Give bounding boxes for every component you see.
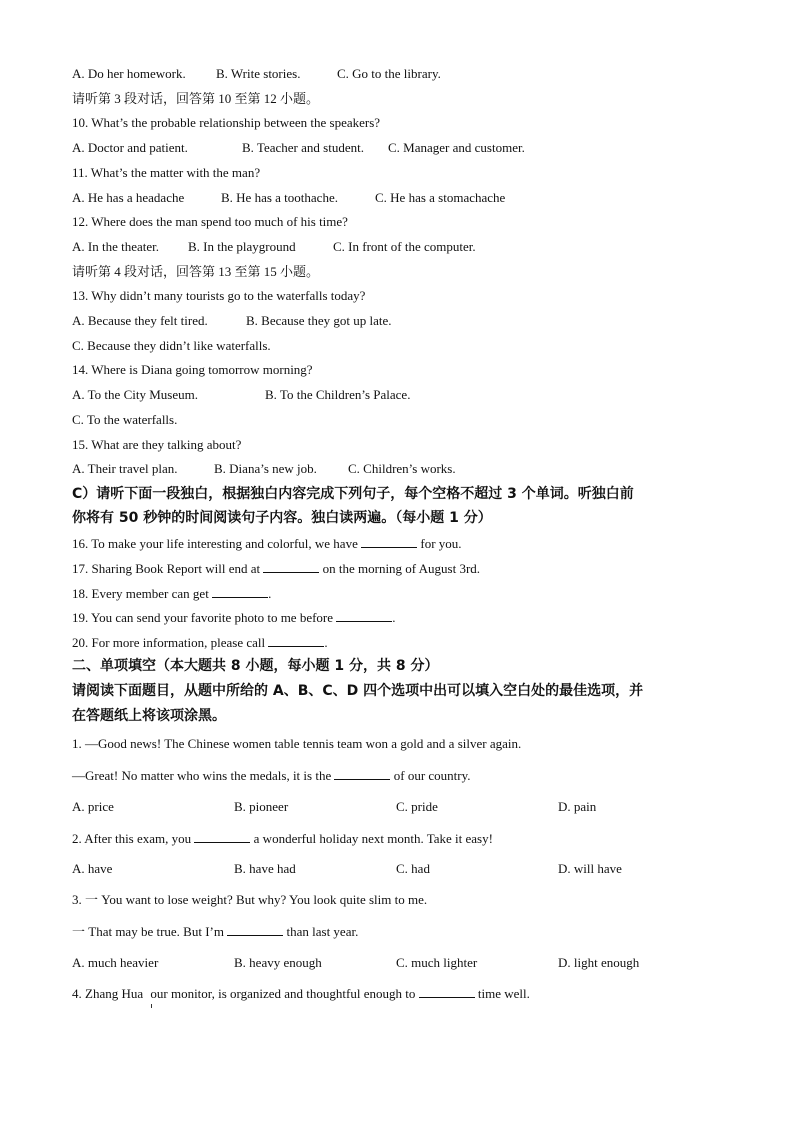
grammar-q2 [72,830,493,847]
section4-instruction: 请听第 4 段对话，回答第 13 至第 15 小题。 [72,264,320,279]
grammar-q4-text-mid: our monitor, is organized and thoughtful enough to [150,986,416,1001]
grammar-q2-option-c: C. had [396,861,430,876]
grammar-heading: 二、单项填空（本大题共 8 小题，每小题 1 分，共 8 分） [72,658,439,674]
q12-options [72,239,476,255]
q15-option-c: C. Children’s works. [348,461,456,476]
q11-option-c: C. He has a stomachache [375,190,506,205]
q14-option-b: B. To the Children’s Palace. [265,387,411,402]
q12-option-b: B. In the playground [188,239,296,254]
grammar-q1-text-end: of our country. [393,768,471,783]
q11-option-b: B. He has a toothache. [221,190,338,205]
question-12: 12. Where does the man spend too much of his time? [72,214,348,229]
q17-blank[interactable] [263,560,319,573]
question-16 [72,535,462,552]
grammar-q2-text-end: a wonderful holiday next month. Take it easy! [253,831,493,846]
q10-option-c: C. Manager and customer. [388,140,525,155]
grammar-q4-blank[interactable] [419,985,475,998]
question-11: 11. What’s the matter with the man? [72,165,261,180]
question-20 [72,634,328,651]
grammar-q3-option-d: D. light enough [558,955,640,970]
grammar-q2-options [72,861,720,877]
q20-text-end: . [324,635,328,650]
q16-text: 16. To make your life interesting and colorful, we have [72,536,358,551]
q9-option-b: B. Write stories. [216,66,301,81]
q18-text: 18. Every member can get [72,586,209,601]
grammar-q3-options [72,955,720,971]
grammar-q3-option-a: A. much heavier [72,955,159,970]
stray-mark [151,1004,152,1008]
q17-text-end: on the morning of August 3rd. [322,561,481,576]
grammar-instruction-line1: 请阅读下面题目，从题中所给的 A、B、C、D 四个选项中出可以填入空白处的最佳选项，并 [72,683,644,699]
q13-option-c: C. Because they didn’t like waterfalls. [72,338,271,353]
grammar-q3-text-end: than last year. [286,924,359,939]
grammar-q2-option-a: A. have [72,861,113,876]
q20-text: 20. For more information, please call [72,635,266,650]
grammar-q3-text: 一 That may be true. But I’m [72,924,224,939]
q14-options [72,387,410,403]
grammar-q4-text: 4. Zhang Hua [72,986,144,1001]
q9-options [72,66,441,82]
grammar-q2-blank[interactable] [194,830,250,843]
grammar-q2-option-b: B. have had [234,861,296,876]
question-15: 15. What are they talking about? [72,437,242,452]
grammar-q1-line1: 1. —Good news! The Chinese women table tennis team won a gold and a silver again. [72,736,522,751]
grammar-q1-options [72,799,720,815]
q18-text-end: . [268,586,272,601]
q9-option-a: A. Do her homework. [72,66,186,81]
q19-text-end: . [392,610,396,625]
grammar-q3-line1: 3. 一 You want to lose weight? But why? You look quite slim to me. [72,892,428,907]
q15-option-a: A. Their travel plan. [72,461,178,476]
q15-option-b: B. Diana’s new job. [214,461,317,476]
grammar-q1-option-a: A. price [72,799,114,814]
grammar-instruction-line2: 在答题纸上将该项涂黑。 [72,708,226,724]
grammar-q1-line2 [72,767,471,784]
q12-option-a: A. In the theater. [72,239,159,254]
grammar-q1-option-c: C. pride [396,799,438,814]
q12-option-c: C. In front of the computer. [333,239,476,254]
q11-options [72,190,505,206]
q20-blank[interactable] [268,634,324,647]
grammar-q4 [72,985,530,1002]
q15-options [72,461,456,477]
q19-text: 19. You can send your favorite photo to me before [72,610,334,625]
q17-text: 17. Sharing Book Report will end at [72,561,261,576]
q14-option-a: A. To the City Museum. [72,387,198,402]
question-19 [72,609,396,626]
grammar-q1-option-d: D. pain [558,799,597,814]
grammar-q3-option-b: B. heavy enough [234,955,322,970]
question-18 [72,585,271,602]
grammar-q1-text: —Great! No matter who wins the medals, it is the [72,768,332,783]
q10-option-a: A. Doctor and patient. [72,140,188,155]
grammar-q1-option-b: B. pioneer [234,799,289,814]
question-13: 13. Why didn’t many tourists go to the waterfalls today? [72,288,366,303]
q10-option-b: B. Teacher and student. [242,140,364,155]
question-17 [72,560,480,577]
grammar-q4-text-end: time well. [477,986,530,1001]
question-14: 14. Where is Diana going tomorrow morning? [72,362,313,377]
q13-options [72,313,392,329]
grammar-q3-option-c: C. much lighter [396,955,478,970]
q16-blank[interactable] [361,535,417,548]
q18-blank[interactable] [212,585,268,598]
question-10: 10. What’s the probable relationship between the speakers? [72,115,381,130]
part-c-heading-line2: 你将有 50 秒钟的时间阅读句子内容。独白读两遍。（每小题 1 分） [72,510,492,526]
grammar-q1-blank[interactable] [334,767,390,780]
q19-blank[interactable] [336,609,392,622]
grammar-q3-line2 [72,923,358,940]
grammar-q2-text: 2. After this exam, you [72,831,192,846]
q16-text-end: for you. [420,536,462,551]
q10-options [72,140,525,156]
grammar-q2-option-d: D. will have [558,861,622,876]
grammar-q3-blank[interactable] [227,923,283,936]
q9-option-c: C. Go to the library. [337,66,441,81]
q13-option-b: B. Because they got up late. [246,313,392,328]
part-c-heading-line1: C）请听下面一段独白，根据独白内容完成下列句子，每个空格不超过 3 个单词。听独白前 [72,486,634,502]
q13-option-a: A. Because they felt tired. [72,313,208,328]
section3-instruction: 请听第 3 段对话，回答第 10 至第 12 小题。 [72,91,320,106]
q14-option-c: C. To the waterfalls. [72,412,178,427]
q11-option-a: A. He has a headache [72,190,185,205]
